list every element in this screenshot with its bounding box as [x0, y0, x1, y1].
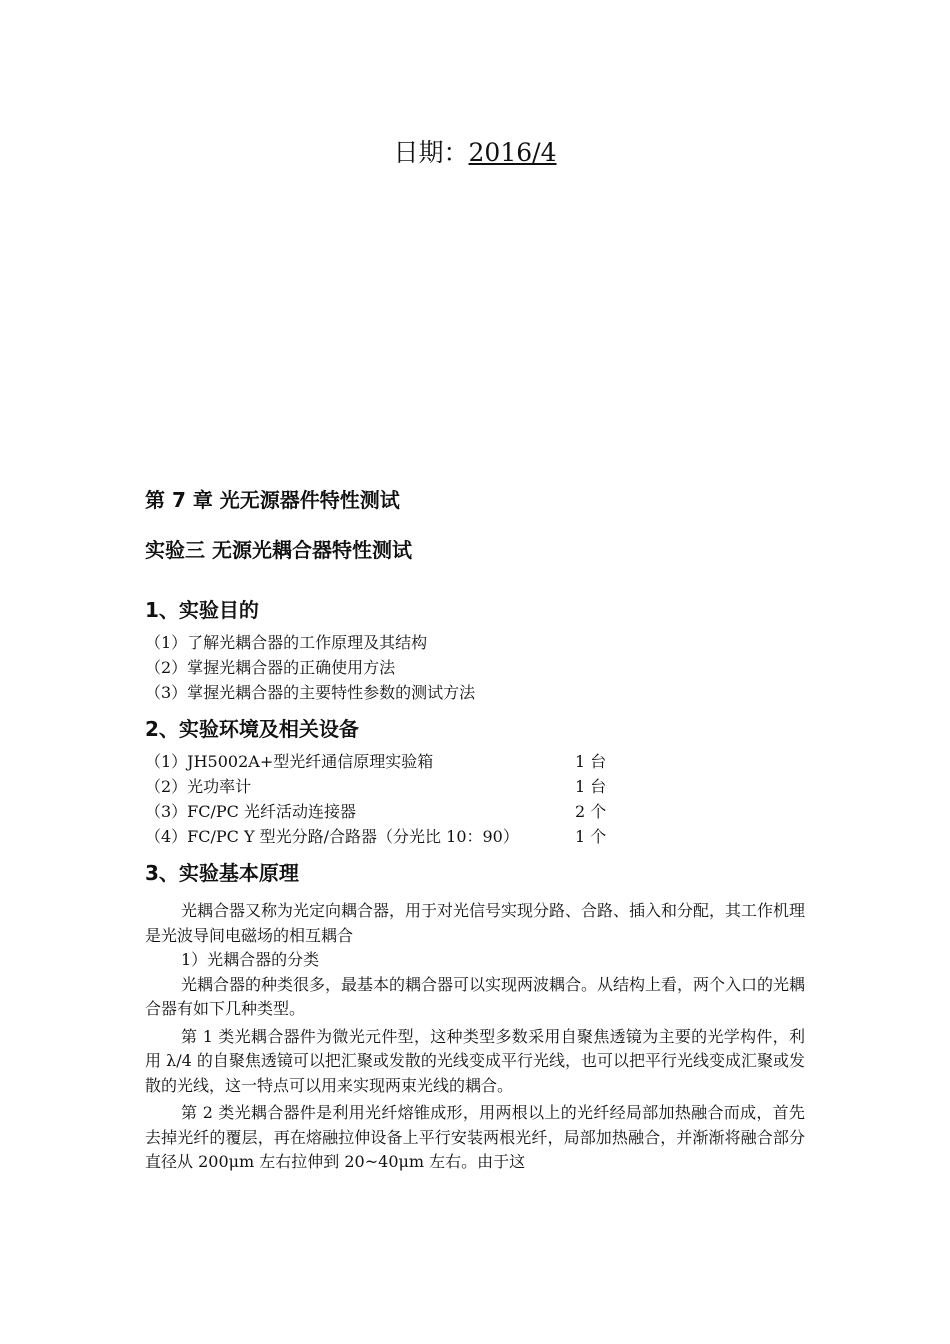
- document-body: [145, 486, 805, 1175]
- equipment-name: （3）FC/PC 光纤活动连接器: [145, 802, 357, 821]
- list-item: （3）掌握光耦合器的主要特性参数的测试方法: [145, 683, 476, 702]
- equipment-quantity: 1 台: [575, 752, 607, 771]
- equipment-quantity: 2 个: [575, 802, 607, 821]
- list-item: （1）了解光耦合器的工作原理及其结构: [145, 633, 428, 652]
- chapter-title: 第 7 章 光无源器件特性测试: [145, 488, 400, 512]
- equipment-name: （4）FC/PC Y 型光分路/合路器（分光比 10：90）: [145, 827, 519, 846]
- equipment-item: [145, 824, 805, 849]
- principle-paragraph-3: 第 1 类光耦合器件为微光元件型，这种类型多数采用自聚焦透镜为主要的光学构件，利用 λ/4 的自聚焦透镜可以把汇聚或发散的光线变成平行光线，也可以把平行光线变成汇聚或发散的光线，这一特点可以用来实现两束光线的耦合。: [145, 1026, 805, 1095]
- experiment-title: 实验三 无源光耦合器特性测试: [145, 538, 412, 562]
- principle-subheading-classification: 1）光耦合器的分类: [181, 950, 320, 969]
- date-line: [0, 136, 950, 170]
- equipment-list: [145, 749, 805, 849]
- list-item: （2）掌握光耦合器的正确使用方法: [145, 658, 396, 677]
- section-title-principle: 3、实验基本原理: [145, 861, 299, 885]
- section-title-environment: 2、实验环境及相关设备: [145, 717, 359, 741]
- equipment-item: [145, 799, 805, 824]
- equipment-quantity: 1 台: [575, 777, 607, 796]
- equipment-name: （1）JH5002A+型光纤通信原理实验箱: [145, 752, 434, 771]
- principle-paragraph-1: 光耦合器又称为光定向耦合器，用于对光信号实现分路、合路、插入和分配，其工作机理是光波导间电磁场的相互耦合: [145, 901, 806, 945]
- date-label: 日期：: [393, 138, 469, 167]
- purpose-list: [145, 630, 805, 705]
- equipment-item: [145, 749, 805, 774]
- equipment-quantity: 1 个: [575, 827, 607, 846]
- principle-paragraph-2: 光耦合器的种类很多，最基本的耦合器可以实现两波耦合。从结构上看，两个入口的光耦合器有如下几种类型。: [145, 974, 806, 1018]
- section-title-purpose: 1、实验目的: [145, 598, 259, 622]
- equipment-name: （2）光功率计: [145, 777, 252, 796]
- principle-paragraph-4: 第 2 类光耦合器件是利用光纤熔锥成形，用两根以上的光纤经局部加热融合而成，首先去掉光纤的覆层，再在熔融拉伸设备上平行安装两根光纤，局部加热融合，并渐渐将融合部分直径从 200μm 左右拉伸到 20~40μm 左右。由于这: [145, 1103, 805, 1171]
- equipment-item: [145, 774, 805, 799]
- date-value: 2016/4: [468, 138, 557, 167]
